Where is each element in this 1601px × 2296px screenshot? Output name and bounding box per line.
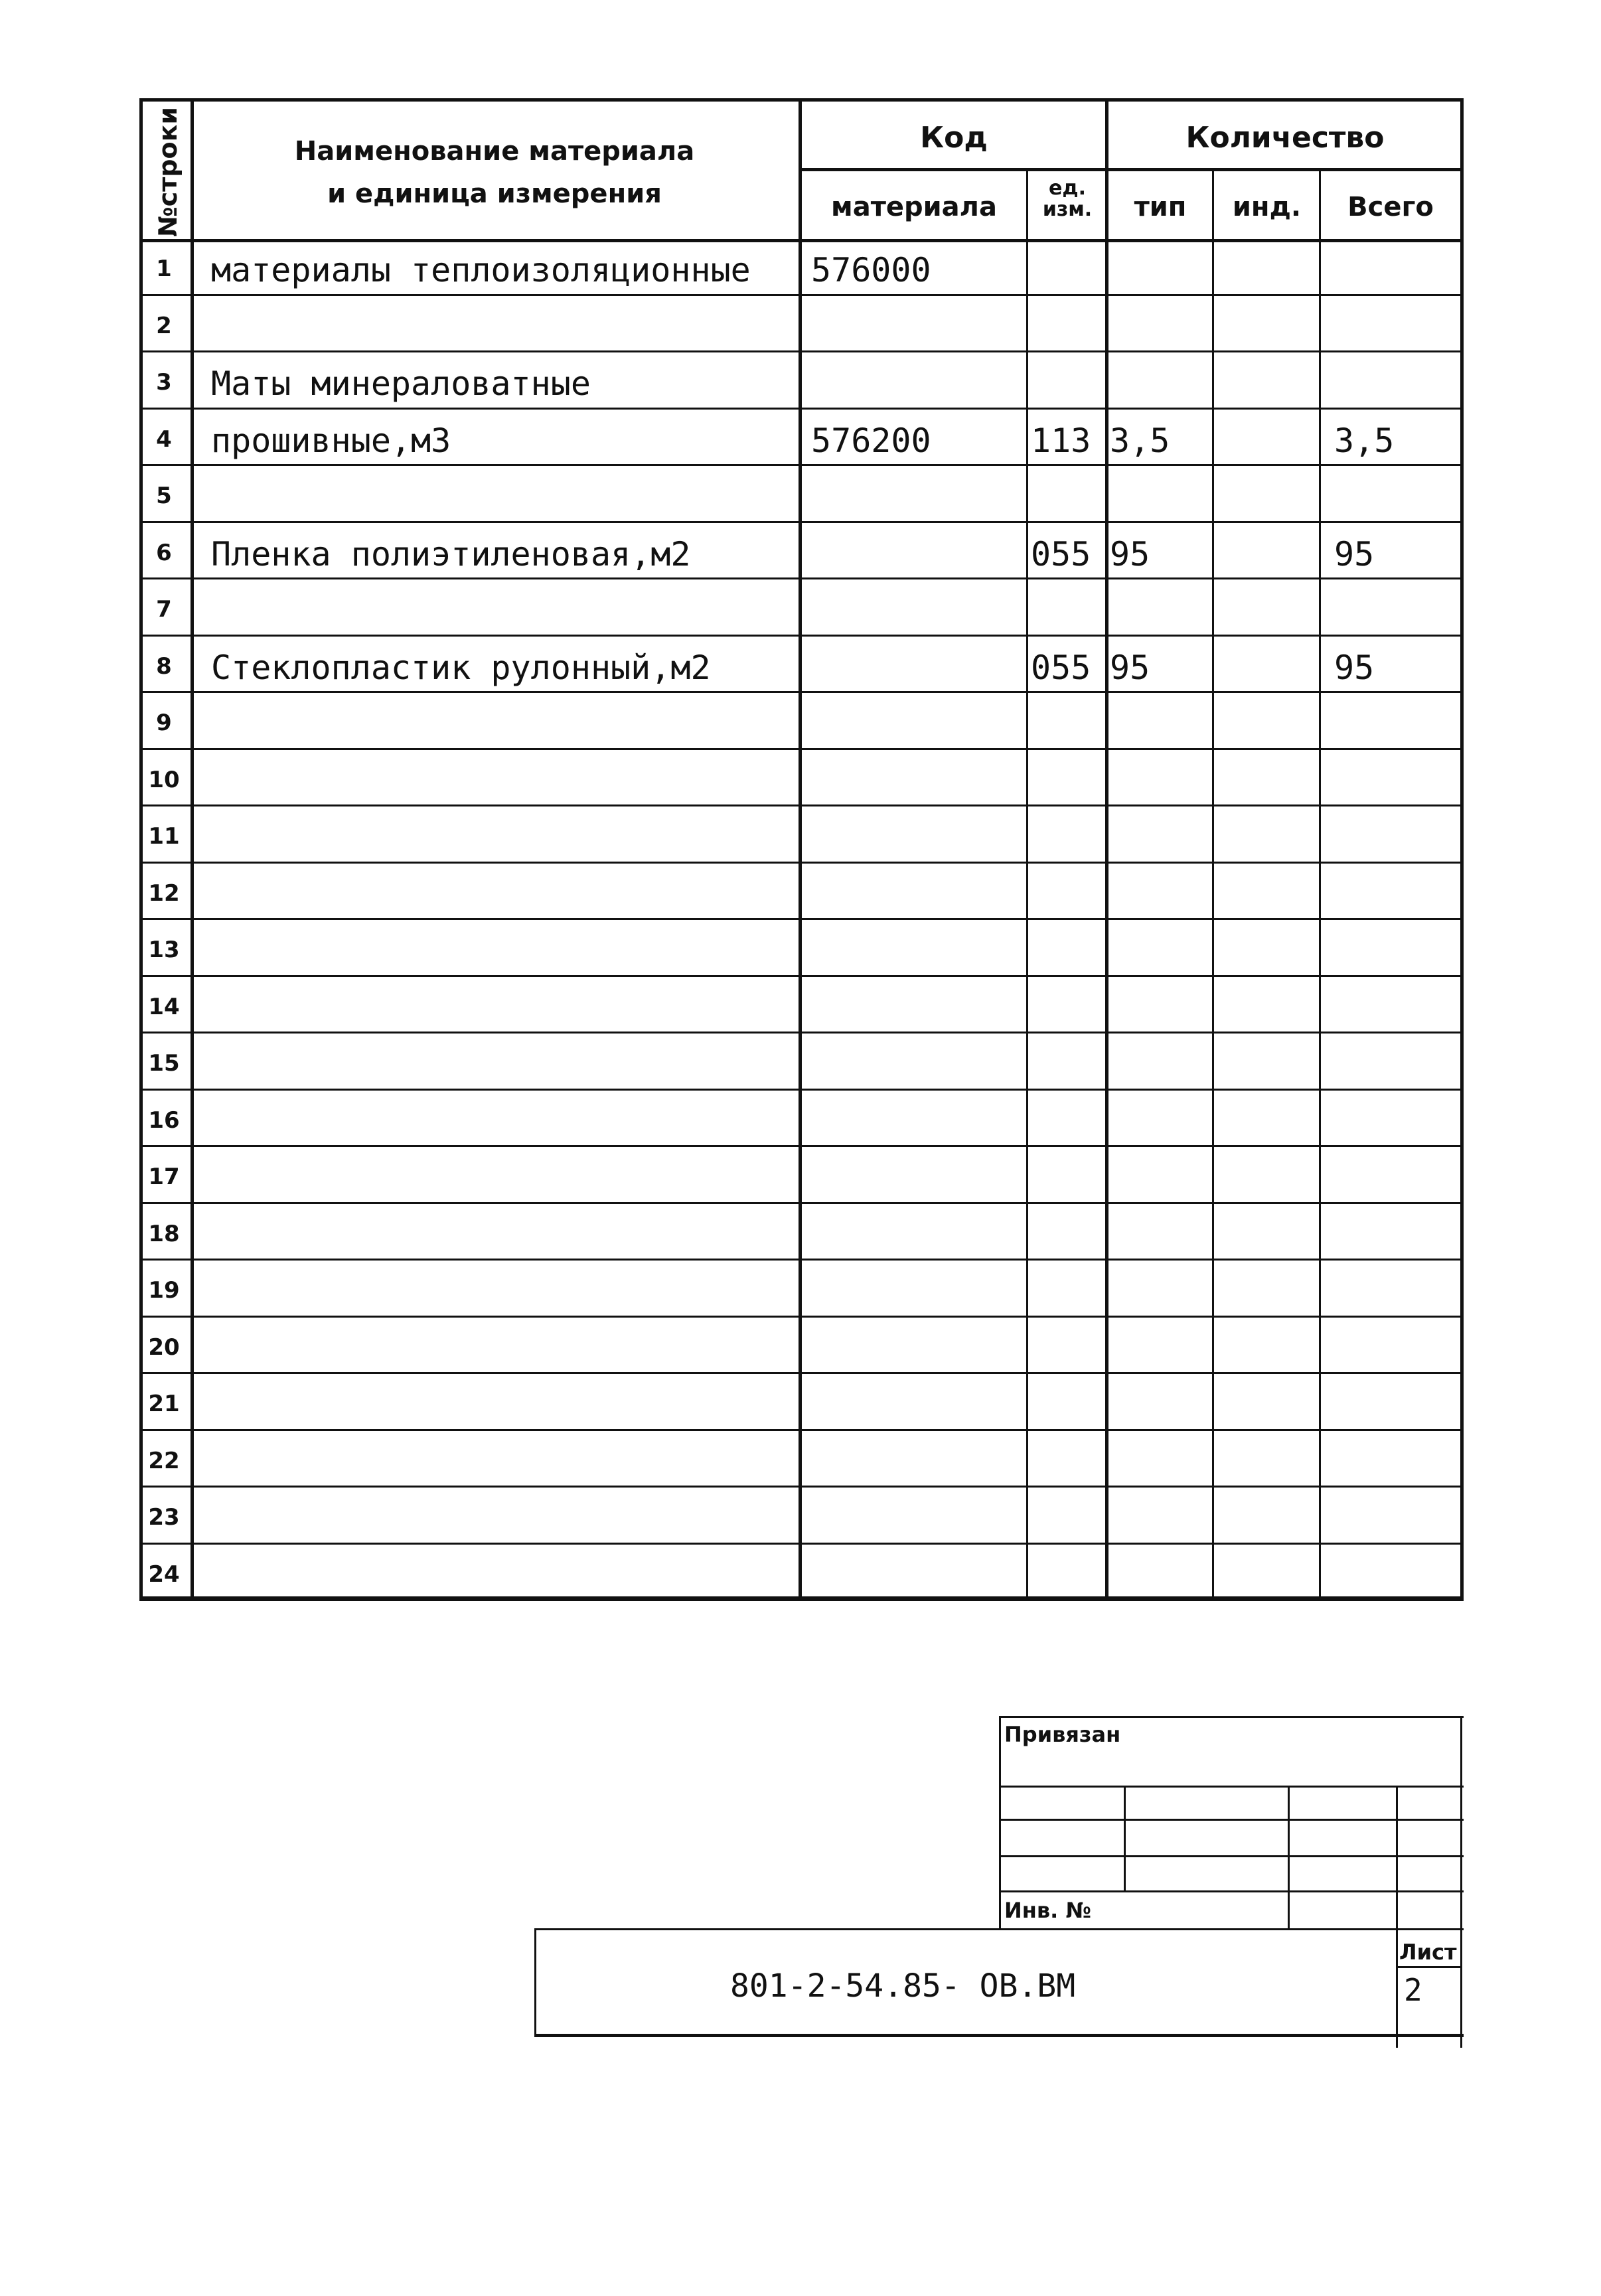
col-sep-code-unit	[1026, 169, 1028, 1598]
row-number: 19	[148, 1277, 180, 1304]
cell-type: 3,5	[1110, 421, 1170, 460]
row-number: 17	[148, 1164, 180, 1190]
row-divider	[139, 294, 1464, 296]
row-divider	[139, 1202, 1464, 1204]
row-number: 14	[148, 993, 180, 1020]
row-divider	[139, 1486, 1464, 1488]
header-code-unit: ед. изм.	[1042, 177, 1093, 221]
header-name-line1: Наименование материала	[294, 136, 695, 167]
sheet-label-line	[1396, 1966, 1462, 1968]
row-number: 4	[156, 425, 172, 453]
row-divider	[139, 408, 1464, 410]
sheet-label: Лист	[1399, 1940, 1457, 1965]
row-divider	[139, 691, 1464, 693]
header-name-line2: и единица измерения	[327, 179, 662, 209]
row-number: 18	[148, 1220, 180, 1247]
row-number: 16	[148, 1107, 180, 1134]
stamp-right-line	[1460, 1716, 1462, 2048]
cell-name: прошивные,м3	[211, 421, 451, 460]
header-sub-line	[799, 168, 1462, 171]
row-divider	[139, 748, 1464, 750]
col-sep-type-ind	[1212, 169, 1214, 1598]
header-qty-ind: инд.	[1232, 192, 1302, 222]
header-qty-total: Всего	[1347, 192, 1434, 222]
stamp-bound-label: Привязан	[1004, 1722, 1121, 1747]
row-divider	[139, 1599, 1464, 1601]
cell-type: 95	[1110, 648, 1150, 687]
row-number: 21	[148, 1391, 180, 1417]
docbox-bottom-line	[534, 2034, 1464, 2037]
row-number: 9	[156, 710, 172, 736]
row-divider	[139, 1145, 1464, 1147]
cell-type: 95	[1110, 534, 1150, 574]
row-divider	[139, 918, 1464, 920]
row-number: 24	[148, 1561, 180, 1588]
row-number: 20	[148, 1334, 180, 1361]
col-sep-name	[799, 98, 802, 1600]
docbox-left-line	[534, 1928, 536, 2036]
row-number: 13	[148, 937, 180, 963]
row-divider	[139, 1372, 1464, 1374]
header-bottom-line	[139, 239, 1464, 242]
row-divider	[139, 464, 1464, 466]
row-number: 6	[156, 539, 172, 566]
col-sep-ind-total	[1319, 169, 1321, 1598]
row-number: 2	[156, 312, 172, 339]
row-divider	[139, 975, 1464, 977]
row-divider	[139, 1316, 1464, 1318]
docbox-top-line	[534, 1928, 1464, 1930]
stamp-col-line-2	[1288, 1786, 1290, 1928]
row-divider	[139, 635, 1464, 637]
stamp-left-line	[999, 1716, 1001, 1928]
row-number: 22	[148, 1447, 180, 1474]
row-divider	[139, 577, 1464, 579]
stamp-row-line-2	[999, 1819, 1464, 1821]
header-qty-type: тип	[1134, 192, 1187, 222]
row-divider	[139, 1259, 1464, 1261]
header-code-material: материала	[831, 192, 997, 222]
col-sep-number	[191, 98, 194, 1600]
row-number: 1	[156, 256, 172, 282]
cell-code: 576000	[811, 251, 931, 289]
row-number: 5	[156, 483, 172, 509]
cell-unit: 055	[1031, 534, 1091, 574]
stamp-top-line	[999, 1716, 1464, 1718]
row-number: 8	[156, 652, 172, 680]
row-divider	[139, 521, 1464, 523]
sheet-number: 2	[1404, 1972, 1422, 2008]
cell-total: 3,5	[1334, 421, 1395, 460]
stamp-col-line-1	[1124, 1786, 1126, 1890]
header-row-no: №строки	[153, 107, 183, 237]
stamp-row-line-4	[999, 1890, 1464, 1892]
cell-unit: 055	[1031, 648, 1091, 687]
row-number: 15	[148, 1050, 180, 1077]
stamp-inv-label: Инв. №	[1004, 1898, 1091, 1923]
row-number: 12	[148, 880, 180, 907]
header-qty-group: Количество	[1185, 121, 1385, 155]
row-number: 10	[148, 766, 180, 793]
cell-name: Пленка полиэтиленовая,м2	[211, 534, 691, 574]
row-number: 23	[148, 1504, 180, 1531]
document-code: 801-2-54.85- ОВ.ВМ	[730, 1967, 1076, 2005]
row-number: 11	[148, 823, 180, 850]
cell-total: 95	[1334, 534, 1375, 574]
col-sep-qty	[1105, 98, 1108, 1600]
row-divider	[139, 350, 1464, 352]
row-divider	[139, 1089, 1464, 1091]
cell-name: материалы теплоизоляционные	[211, 251, 751, 289]
stamp-row-line-3	[999, 1855, 1464, 1857]
row-number: 3	[156, 369, 172, 396]
cell-unit: 113	[1031, 421, 1091, 460]
row-number: 7	[156, 596, 172, 623]
row-divider	[139, 1429, 1464, 1431]
cell-name: Стеклопластик рулонный,м2	[211, 648, 711, 687]
table-right-border	[1460, 98, 1464, 1600]
cell-code: 576200	[811, 421, 931, 460]
row-divider	[139, 1543, 1464, 1545]
stamp-col-line-3	[1396, 1786, 1398, 2048]
row-divider	[139, 804, 1464, 806]
stamp-row-line-1	[999, 1786, 1464, 1788]
cell-name: Маты минераловатные	[211, 364, 591, 403]
row-divider	[139, 862, 1464, 864]
row-divider	[139, 1032, 1464, 1033]
cell-total: 95	[1334, 648, 1375, 687]
header-code-group: Код	[920, 121, 988, 155]
